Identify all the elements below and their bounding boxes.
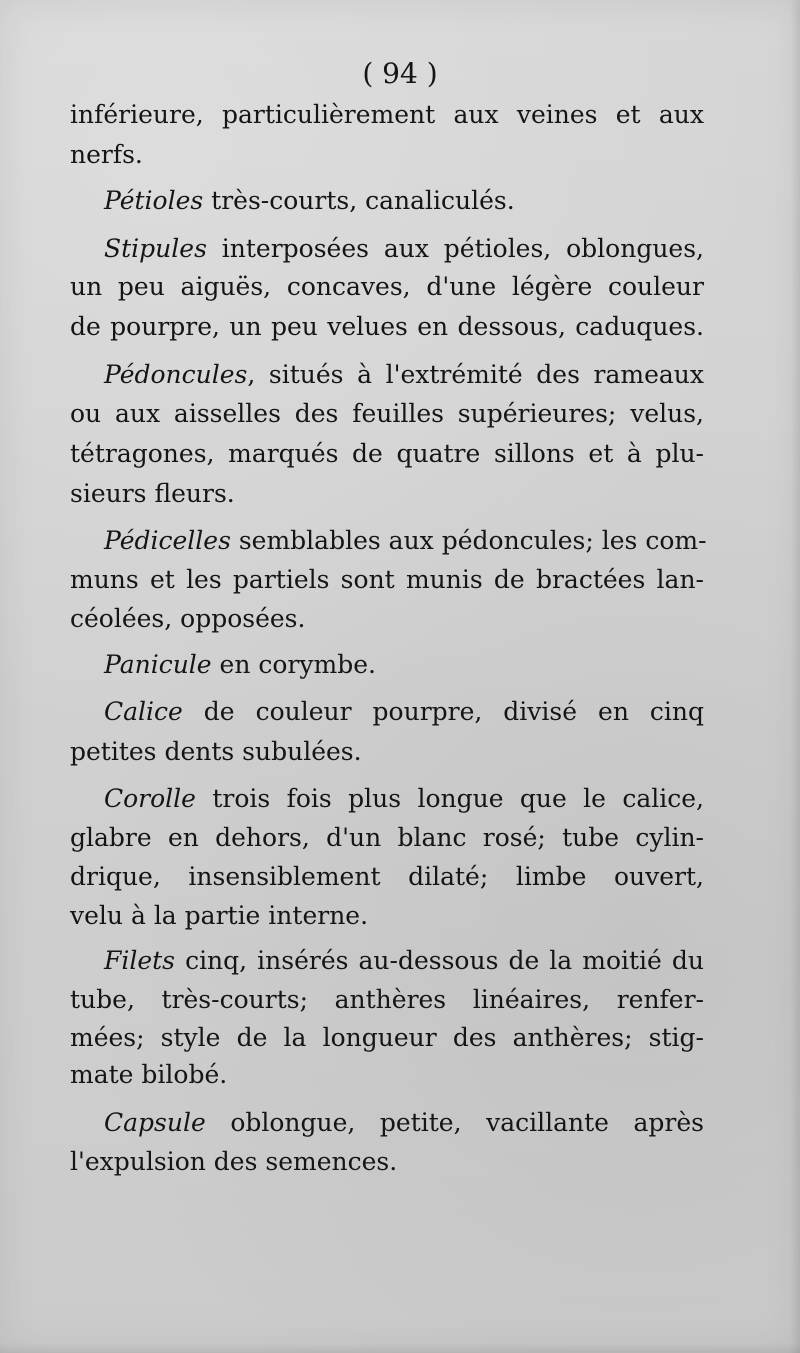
text-line-19 <box>70 864 704 889</box>
page-edge-shadow-bottom <box>0 1343 800 1353</box>
line-text: de couleur pourpre, divisé en cinq <box>182 697 704 726</box>
text-line-2 <box>70 142 704 167</box>
text-line-24 <box>70 1062 704 1087</box>
line-text: tube, très-courts; anthères linéaires, renfer- <box>70 985 704 1014</box>
text-line-6 <box>70 314 704 339</box>
line-text: de pourpre, un peu velues en dessous, caduques. <box>70 312 704 341</box>
text-line-10 <box>70 481 704 506</box>
line-text: interposées aux pétioles, oblongues, <box>206 234 704 263</box>
line-text: un peu aiguës, concaves, d'une légère couleur <box>70 272 704 301</box>
text-line-20 <box>70 903 704 928</box>
botanical-term: Filets <box>104 946 176 975</box>
line-text: inférieure, particulièrement aux veines et aux <box>70 100 704 129</box>
line-text: muns et les partiels sont munis de bractées lan- <box>70 565 704 594</box>
line-text: glabre en dehors, d'un blanc rosé; tube cylin- <box>70 823 704 852</box>
line-text: semblables aux pédoncules; les com- <box>230 526 707 555</box>
text-line-18 <box>70 825 704 850</box>
botanical-term: Pétioles <box>104 186 204 215</box>
line-text: très-courts, canaliculés. <box>203 186 515 215</box>
text-line-17 <box>104 786 704 811</box>
text-line-13 <box>70 606 704 631</box>
text-line-15 <box>104 699 704 724</box>
botanical-term: Pédicelles <box>104 526 231 555</box>
botanical-term: Calice <box>104 697 183 726</box>
text-line-11 <box>104 526 707 555</box>
line-text: oblongue, petite, vacillante après <box>205 1108 704 1137</box>
line-text: mate bilobé. <box>70 1060 228 1089</box>
line-text: trois fois plus longue que le calice, <box>195 784 704 813</box>
text-line-3 <box>104 188 704 213</box>
line-text: l'expulsion des semences. <box>70 1147 398 1176</box>
page-number: ( 94 ) <box>362 57 438 90</box>
line-text: , situés à l'extrémité des rameaux <box>247 360 704 389</box>
text-line-22 <box>70 987 704 1012</box>
text-line-14 <box>104 652 704 677</box>
botanical-term: Stipules <box>104 234 207 263</box>
botanical-term: Capsule <box>104 1108 206 1137</box>
text-line-7 <box>104 362 704 387</box>
botanical-term: Panicule <box>104 650 212 679</box>
text-line-25 <box>104 1110 704 1135</box>
text-line-26 <box>70 1149 704 1174</box>
line-text: drique, insensiblement dilaté; limbe ouvert, <box>70 862 704 891</box>
text-line-16 <box>70 739 704 764</box>
line-text: mées; style de la longueur des anthères; stig- <box>70 1023 704 1052</box>
line-text: nerfs. <box>70 140 143 169</box>
text-line-21 <box>104 948 704 973</box>
line-text: cinq, insérés au-dessous de la moitié du <box>175 946 704 975</box>
line-text: ou aux aisselles des feuilles supérieures; velus, <box>70 399 704 428</box>
text-line-8 <box>70 401 704 426</box>
text-line-12 <box>70 567 704 592</box>
line-text: petites dents subulées. <box>70 737 362 766</box>
text-line-4 <box>104 236 704 261</box>
text-line-9 <box>70 441 704 466</box>
text-line-23 <box>70 1025 704 1050</box>
text-line-5 <box>70 274 704 299</box>
text-line-1 <box>70 102 704 127</box>
line-text: céolées, opposées. <box>70 604 306 633</box>
line-text: tétragones, marqués de quatre sillons et à plu- <box>70 439 704 468</box>
line-text: sieurs fleurs. <box>70 479 235 508</box>
botanical-term: Corolle <box>104 784 196 813</box>
botanical-term: Pédoncules <box>104 360 248 389</box>
page-edge-shadow-right <box>790 0 800 1353</box>
line-text: velu à la partie interne. <box>70 901 369 930</box>
line-text: en corymbe. <box>211 650 376 679</box>
